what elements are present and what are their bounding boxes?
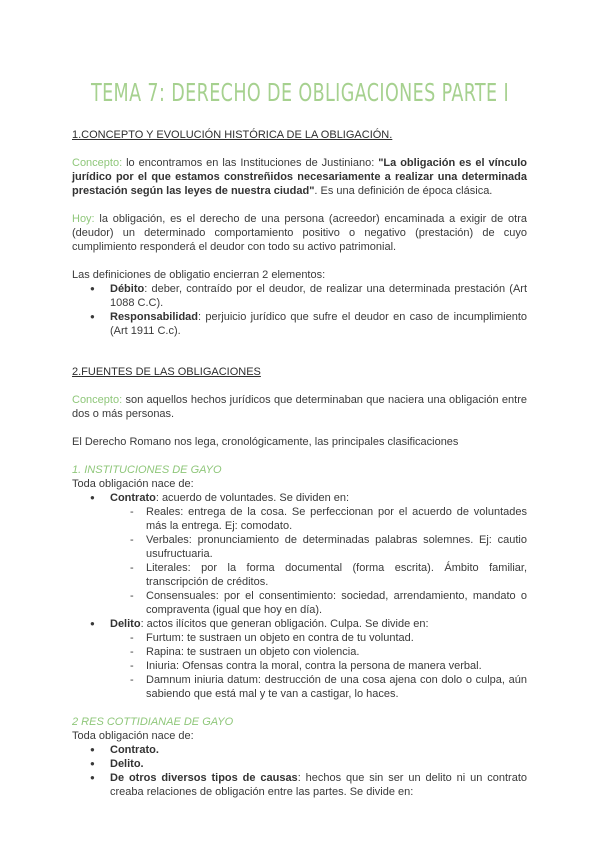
sublist-item: - Furtum: te sustraen un objeto en contra de tu voluntad. xyxy=(110,631,527,645)
sublist-item: - Verbales: pronunciamiento de determinadas palabras solemnes. Ej: cautio usufructuaria. xyxy=(110,533,527,561)
gayo-list xyxy=(72,491,527,701)
contrato-sublist xyxy=(110,505,527,617)
contrato-text: : acuerdo de voluntades. Se dividen en: xyxy=(155,492,350,504)
delito-label: Delito xyxy=(110,618,141,630)
concepto-post: . Es una definición de época clásica. xyxy=(314,185,493,197)
concepto-definition: "La obligación es el vínculo jurídico por el que estamos constreñidos necesariamente a realizar una determinada prestación según las leyes de nuestra ciudad" xyxy=(72,157,527,197)
gayo-intro: Toda obligación nace de: xyxy=(72,478,194,490)
list-item-responsabilidad xyxy=(72,310,527,338)
res-list xyxy=(72,743,527,799)
list-item-res-otros xyxy=(72,771,527,799)
fuentes-concepto-label: Concepto: xyxy=(72,394,123,406)
hoy-label: Hoy: xyxy=(72,213,95,225)
res-otros-text: : hechos que sin ser un delito ni un contrato creaba relaciones de obligación entre las partes. Se divide en: xyxy=(110,772,527,798)
responsabilidad-label: Responsabilidad xyxy=(110,311,199,323)
list-item-contrato xyxy=(72,491,527,617)
res-intro: Toda obligación nace de: xyxy=(72,730,194,742)
sublist-item: - Consensuales: por el consentimiento: sociedad, arrendamiento, mandato o compraventa (igual que hoy en día). xyxy=(110,589,527,617)
res-delito-label: Delito. xyxy=(110,758,144,770)
res-otros-label: De otros diversos tipos de causas xyxy=(110,772,298,784)
sublist-item: - Rapina: te sustraen un objeto con violencia. xyxy=(110,645,527,659)
res-cottidianae-subheading: 2 RES COTTIDIANAE DE GAYO xyxy=(72,716,234,728)
debito-text: : deber, contraído por el deudor, de realizar una determinada prestación (Art 1088 C.C). xyxy=(110,283,527,309)
concepto-label: Concepto: xyxy=(72,157,123,169)
fuentes-concepto-paragraph xyxy=(72,393,527,421)
elements-list xyxy=(72,282,527,338)
sublist-item: - Literales: por la forma documental (forma escrita). Ámbito familiar, transcripción de créditos. xyxy=(110,561,527,589)
delito-text: : actos ilícitos que generan obligación. Culpa. Se divide en: xyxy=(140,618,429,630)
definitions-intro: Las definiciones de obligatio encierran 2 elementos: xyxy=(72,269,326,281)
section-2-heading: 2.FUENTES DE LAS OBLIGACIONES xyxy=(72,366,261,378)
list-item-debito xyxy=(72,282,527,310)
hoy-text: la obligación, es el derecho de una persona (acreedor) encaminada a exigir de otra (deudor) un determinado comportamiento positivo o negativo (prestación) de cuyo cumplimiento responderá el deudor con todo su activo patrimonial. xyxy=(72,213,527,253)
document-title: TEMA 7: DERECHO DE OBLIGACIONES PARTE I xyxy=(90,78,510,107)
res-contrato-label: Contrato. xyxy=(110,744,159,756)
list-item-res-contrato xyxy=(72,743,527,757)
clasificaciones-intro: El Derecho Romano nos lega, cronológicamente, las principales clasificaciones xyxy=(72,436,459,448)
concepto-paragraph xyxy=(72,156,527,198)
document-body xyxy=(72,128,527,799)
sublist-item: - Reales: entrega de la cosa. Se perfeccionan por el acuerdo de voluntades más la entrega. Ej: comodato. xyxy=(110,505,527,533)
debito-label: Débito xyxy=(110,283,145,295)
hoy-paragraph xyxy=(72,212,527,254)
sublist-item: - Damnum iniuria datum: destrucción de una cosa ajena con dolo o culpa, aún sabiendo que está mal y te van a castigar, lo haces. xyxy=(110,673,527,701)
fuentes-concepto-text: son aquellos hechos jurídicos que determinaban que naciera una obligación entre dos o más personas. xyxy=(72,394,527,420)
list-item-delito xyxy=(72,617,527,701)
list-item-res-delito xyxy=(72,757,527,771)
concepto-pre: lo encontramos en las Instituciones de Justiniano: xyxy=(122,157,379,169)
responsabilidad-text: : perjuicio jurídico que sufre el deudor en caso de incumplimiento (Art 1911 C.c). xyxy=(110,311,527,337)
contrato-label: Contrato xyxy=(110,492,156,504)
section-1-heading: 1.CONCEPTO Y EVOLUCIÓN HISTÓRICA DE LA OBLIGACIÓN. xyxy=(72,129,393,141)
gayo-subheading: 1. INSTITUCIONES DE GAYO xyxy=(72,464,222,476)
delito-sublist xyxy=(110,631,527,701)
sublist-item: - Iniuria: Ofensas contra la moral, contra la persona de manera verbal. xyxy=(110,659,527,673)
